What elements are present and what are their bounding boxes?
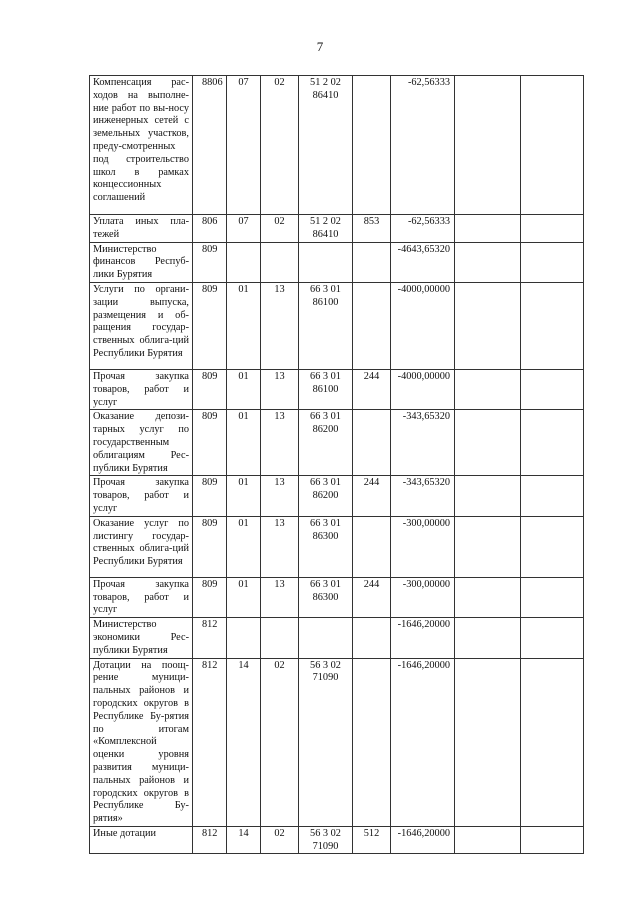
extra-column-2 bbox=[521, 577, 584, 617]
extra-column-1 bbox=[455, 658, 521, 826]
extra-column-2 bbox=[521, 282, 584, 369]
amount: -4000,00000 bbox=[391, 282, 455, 369]
table-row bbox=[90, 618, 584, 658]
item-name: Уплата иных пла-тежей bbox=[90, 215, 193, 243]
budget-table bbox=[89, 75, 584, 854]
subsection-code: 13 bbox=[261, 369, 299, 409]
extra-column-2 bbox=[521, 215, 584, 243]
section-code: 01 bbox=[227, 410, 261, 476]
amount: -62,56333 bbox=[391, 215, 455, 243]
item-name: Прочая закупка товаров, работ и услуг bbox=[90, 369, 193, 409]
amount: -300,00000 bbox=[391, 577, 455, 617]
table-row bbox=[90, 369, 584, 409]
item-name: Дотации на поощ-рение муници-пальных районов и городских округов в Республике Бу-рятия по итогам «Комплексной оценки уровня развития муници-пальных районов и городских округов в Республике Бу-рятия» bbox=[90, 658, 193, 826]
dept-code: 809 bbox=[193, 242, 227, 282]
dept-code: 809 bbox=[193, 577, 227, 617]
extra-column-1 bbox=[455, 516, 521, 577]
table-row bbox=[90, 282, 584, 369]
expense-type-code bbox=[353, 658, 391, 826]
extra-column-1 bbox=[455, 282, 521, 369]
item-name: Компенсация рас-ходов на выполне-ние работ по вы-носу инженерных сетей с земельных участков, преду-смотренных под строительство школ в рамках концессионных соглашений bbox=[90, 76, 193, 215]
subsection-code: 02 bbox=[261, 215, 299, 243]
table-row bbox=[90, 242, 584, 282]
extra-column-2 bbox=[521, 410, 584, 476]
subsection-code: 13 bbox=[261, 410, 299, 476]
extra-column-1 bbox=[455, 476, 521, 516]
extra-column-1 bbox=[455, 618, 521, 658]
extra-column-1 bbox=[455, 410, 521, 476]
extra-column-2 bbox=[521, 826, 584, 854]
dept-code: 809 bbox=[193, 476, 227, 516]
item-name: Иные дотации bbox=[90, 826, 193, 854]
target-code bbox=[299, 242, 353, 282]
target-code: 51 2 02 86410 bbox=[299, 76, 353, 215]
section-code: 01 bbox=[227, 282, 261, 369]
item-name: Министерство финансов Респуб-лики Бурятия bbox=[90, 242, 193, 282]
section-code: 01 bbox=[227, 369, 261, 409]
dept-code: 809 bbox=[193, 369, 227, 409]
extra-column-1 bbox=[455, 577, 521, 617]
subsection-code bbox=[261, 242, 299, 282]
target-code: 66 3 01 86200 bbox=[299, 476, 353, 516]
subsection-code: 13 bbox=[261, 282, 299, 369]
expense-type-code: 244 bbox=[353, 369, 391, 409]
extra-column-1 bbox=[455, 215, 521, 243]
section-code: 14 bbox=[227, 658, 261, 826]
expense-type-code: 244 bbox=[353, 476, 391, 516]
extra-column-2 bbox=[521, 516, 584, 577]
dept-code: 812 bbox=[193, 826, 227, 854]
expense-type-code bbox=[353, 242, 391, 282]
expense-type-code bbox=[353, 618, 391, 658]
item-name: Услуги по органи-зации выпуска, размещения и об-ращения государ-ственных облига-ций Республики Бурятия bbox=[90, 282, 193, 369]
extra-column-1 bbox=[455, 242, 521, 282]
section-code bbox=[227, 242, 261, 282]
target-code: 56 3 02 71090 bbox=[299, 658, 353, 826]
dept-code: 809 bbox=[193, 410, 227, 476]
item-name: Прочая закупка товаров, работ и услуг bbox=[90, 476, 193, 516]
amount: -1646,20000 bbox=[391, 618, 455, 658]
dept-code: 812 bbox=[193, 658, 227, 826]
table-row bbox=[90, 410, 584, 476]
section-code: 01 bbox=[227, 516, 261, 577]
section-code: 14 bbox=[227, 826, 261, 854]
dept-code: 806 bbox=[193, 215, 227, 243]
table-row bbox=[90, 76, 584, 215]
amount: -1646,20000 bbox=[391, 826, 455, 854]
table-row bbox=[90, 476, 584, 516]
table-row bbox=[90, 516, 584, 577]
dept-code: 809 bbox=[193, 282, 227, 369]
section-code bbox=[227, 618, 261, 658]
target-code: 66 3 01 86300 bbox=[299, 577, 353, 617]
subsection-code: 02 bbox=[261, 826, 299, 854]
extra-column-2 bbox=[521, 658, 584, 826]
expense-type-code bbox=[353, 410, 391, 476]
target-code: 66 3 01 86100 bbox=[299, 369, 353, 409]
expense-type-code: 244 bbox=[353, 577, 391, 617]
extra-column-2 bbox=[521, 76, 584, 215]
section-code: 07 bbox=[227, 215, 261, 243]
subsection-code: 02 bbox=[261, 658, 299, 826]
subsection-code bbox=[261, 618, 299, 658]
extra-column-2 bbox=[521, 618, 584, 658]
amount: -343,65320 bbox=[391, 476, 455, 516]
amount: -4643,65320 bbox=[391, 242, 455, 282]
dept-code: 8806 bbox=[193, 76, 227, 215]
extra-column-1 bbox=[455, 76, 521, 215]
target-code: 56 3 02 71090 bbox=[299, 826, 353, 854]
target-code: 66 3 01 86100 bbox=[299, 282, 353, 369]
extra-column-1 bbox=[455, 826, 521, 854]
expense-type-code: 512 bbox=[353, 826, 391, 854]
item-name: Оказание депози-тарных услуг по государственным облигациям Рес-публики Бурятия bbox=[90, 410, 193, 476]
table-row bbox=[90, 215, 584, 243]
expense-type-code: 853 bbox=[353, 215, 391, 243]
item-name: Прочая закупка товаров, работ и услуг bbox=[90, 577, 193, 617]
extra-column-2 bbox=[521, 369, 584, 409]
target-code bbox=[299, 618, 353, 658]
amount: -62,56333 bbox=[391, 76, 455, 215]
target-code: 66 3 01 86300 bbox=[299, 516, 353, 577]
dept-code: 809 bbox=[193, 516, 227, 577]
item-name: Оказание услуг по листингу государ-ственных облига-ций Республики Бурятия bbox=[90, 516, 193, 577]
item-name: Министерство экономики Рес-публики Бурятия bbox=[90, 618, 193, 658]
amount: -300,00000 bbox=[391, 516, 455, 577]
subsection-code: 13 bbox=[261, 516, 299, 577]
target-code: 66 3 01 86200 bbox=[299, 410, 353, 476]
expense-type-code bbox=[353, 282, 391, 369]
section-code: 07 bbox=[227, 76, 261, 215]
table-row bbox=[90, 826, 584, 854]
subsection-code: 02 bbox=[261, 76, 299, 215]
extra-column-2 bbox=[521, 242, 584, 282]
expense-type-code bbox=[353, 516, 391, 577]
target-code: 51 2 02 86410 bbox=[299, 215, 353, 243]
subsection-code: 13 bbox=[261, 577, 299, 617]
section-code: 01 bbox=[227, 476, 261, 516]
extra-column-1 bbox=[455, 369, 521, 409]
extra-column-2 bbox=[521, 476, 584, 516]
amount: -343,65320 bbox=[391, 410, 455, 476]
expense-type-code bbox=[353, 76, 391, 215]
section-code: 01 bbox=[227, 577, 261, 617]
subsection-code: 13 bbox=[261, 476, 299, 516]
amount: -1646,20000 bbox=[391, 658, 455, 826]
amount: -4000,00000 bbox=[391, 369, 455, 409]
dept-code: 812 bbox=[193, 618, 227, 658]
table-row bbox=[90, 658, 584, 826]
page-number: 7 bbox=[316, 39, 324, 54]
table-row bbox=[90, 577, 584, 617]
